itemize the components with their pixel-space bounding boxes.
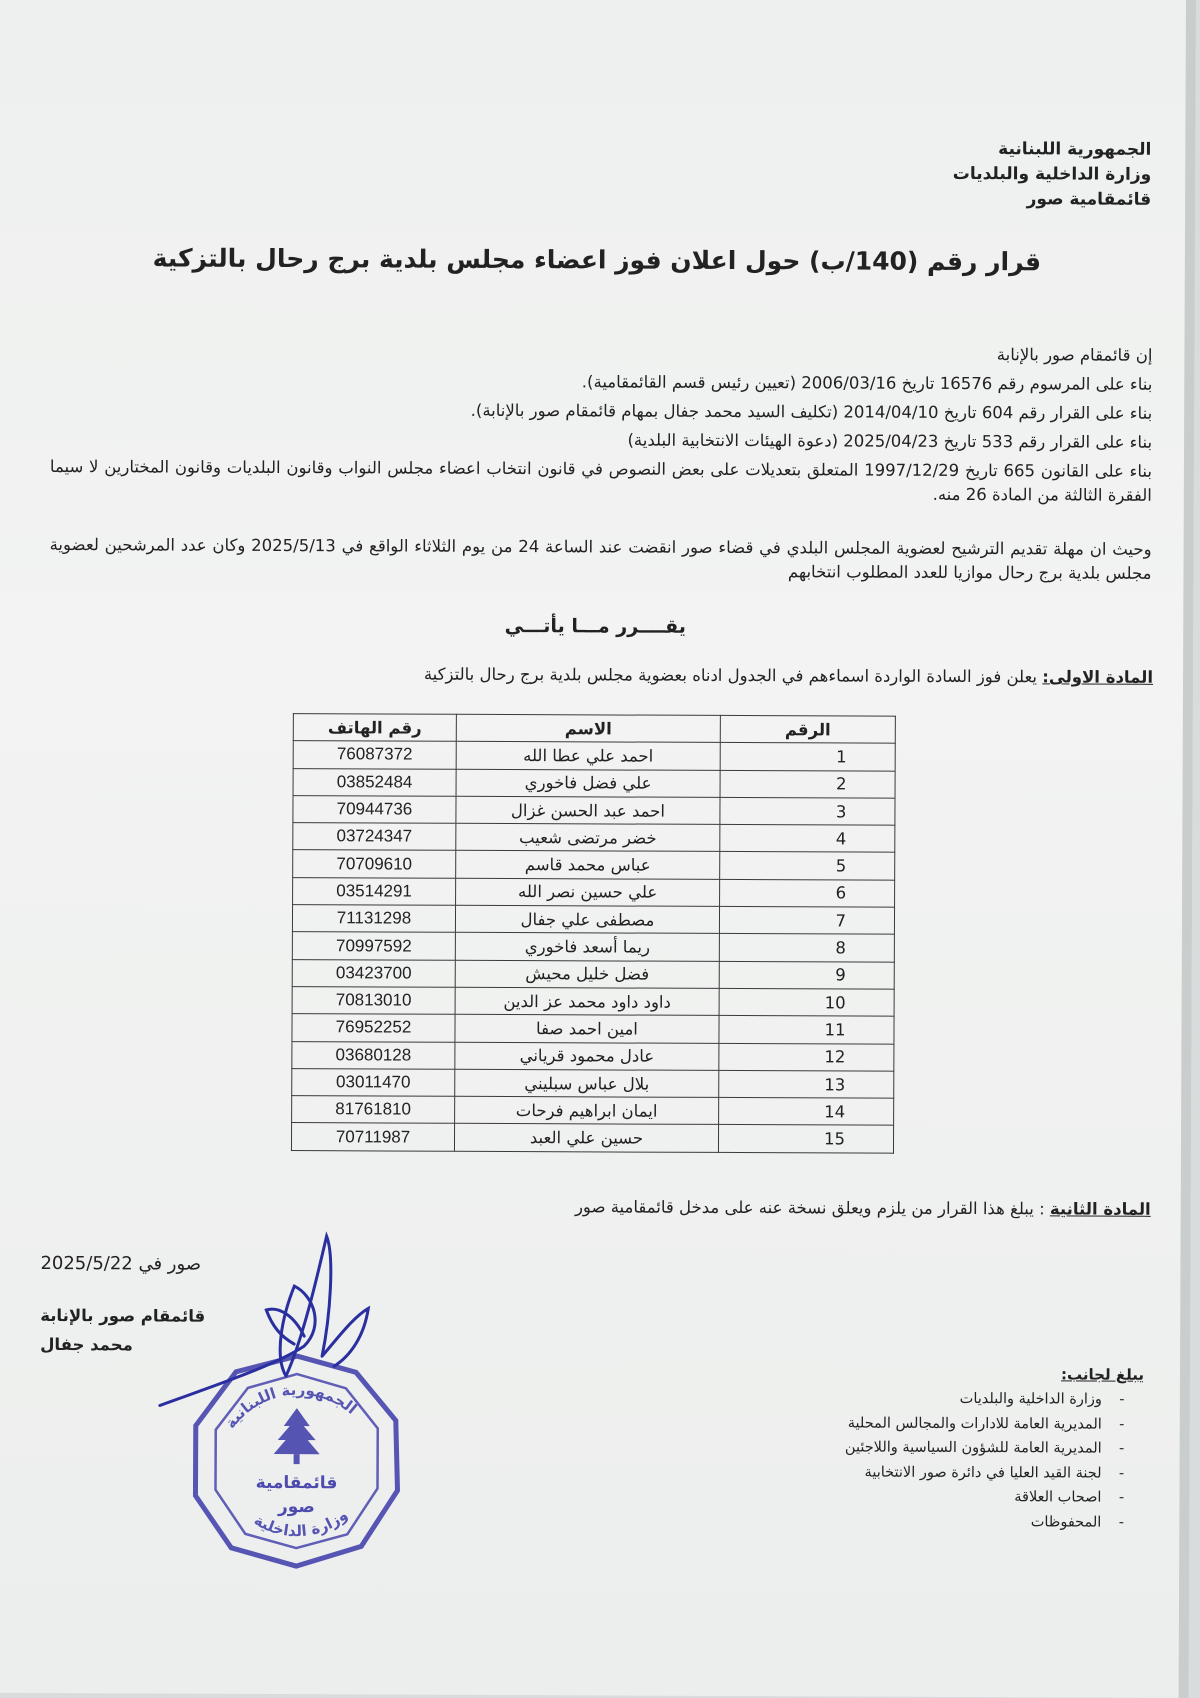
cell-phone: 70711987 <box>291 1123 454 1151</box>
stamp-outer-bottom: وزارة الداخلية <box>250 1505 351 1541</box>
cedar-icon <box>274 1408 320 1464</box>
cc-heading: يبلغ لجانب: <box>1061 1365 1145 1384</box>
table-row <box>292 987 894 1017</box>
article-two-text: : يبلغ هذا القرار من يلزم ويعلق نسخة عنه على مدخل قائمقامية صور <box>574 1197 1050 1219</box>
cell-name: احمد عبد الحسن غزال <box>456 796 720 824</box>
cell-name: فضل خليل محيش <box>455 960 719 988</box>
cell-number: 2 <box>720 770 895 798</box>
letterhead-office: قائمقامية صور <box>1026 189 1152 210</box>
table-row <box>292 959 894 989</box>
table-row <box>293 850 895 880</box>
cell-phone: 76952252 <box>292 1014 455 1042</box>
cell-name: عادل محمود قرياني <box>455 1042 719 1070</box>
article-one <box>424 665 1153 687</box>
cell-name: ايمان ابراهيم فرحات <box>455 1096 719 1124</box>
place-date: صور في 2025/5/22 <box>40 1252 202 1275</box>
cell-name: احمد علي عطا الله <box>456 742 720 770</box>
decides-heading: يقــــرر مـــا يأتـــي <box>504 614 686 638</box>
table-row <box>293 768 895 798</box>
cell-name: مصطفى علي جفال <box>455 905 719 933</box>
cell-name: امين احمد صفا <box>455 1015 719 1043</box>
cell-phone: 03680128 <box>292 1041 455 1069</box>
cell-name: عباس محمد قاسم <box>456 851 720 879</box>
table-row <box>293 741 895 771</box>
letterhead-country: الجمهورية اللبنانية <box>998 139 1152 160</box>
preamble-assignment: بناء على القرار رقم 604 تاريخ 2014/04/10 (تكليف السيد محمد جفال بمهام قائمقام صور بالإنابة). <box>470 400 1153 423</box>
table-row <box>292 1041 894 1071</box>
cell-number: 13 <box>719 1070 894 1098</box>
article-two-label: المادة الثانية <box>1049 1199 1151 1219</box>
preamble-whereas: وحيث ان مهلة تقديم الترشيح لعضوية المجلس البلدي في قضاء صور انقضت عند الساعة 24 من يوم الثلاثاء الواقع في 2025/5/13 وكان عدد المرشحين لعضوية مجلس بلدية برج رحال موازيا للعدد المطلوب انتخابهم <box>49 535 1152 583</box>
cell-number: 6 <box>720 879 895 907</box>
cell-phone: 70709610 <box>293 850 456 878</box>
cell-phone: 70944736 <box>293 795 456 823</box>
decision-title: قرار رقم (140/ب) حول اعلان فوز اعضاء مجلس بلدية برج رحال بالتزكية <box>152 243 1042 277</box>
table-row <box>293 823 895 853</box>
cell-number: 4 <box>720 825 895 853</box>
list-item: - المحفوظات <box>845 1509 1142 1535</box>
stamp-outer-top: الجمهورية اللبنانية <box>221 1380 361 1432</box>
cell-name: بلال عباس سبليني <box>455 1069 719 1097</box>
cell-name: حسين علي العبد <box>454 1124 718 1152</box>
cell-phone: 76087372 <box>293 741 456 769</box>
members-table <box>291 713 896 1153</box>
cell-name: ريما أسعد فاخوري <box>455 933 719 961</box>
letterhead-ministry: وزارة الداخلية والبلديات <box>952 163 1152 185</box>
cell-number: 15 <box>718 1125 893 1153</box>
cell-number: 11 <box>719 1016 894 1044</box>
table-row <box>291 1123 893 1153</box>
cell-phone: 03724347 <box>293 823 456 851</box>
list-item: - المديرية العامة للشؤون السياسية واللاجئين <box>845 1435 1142 1461</box>
signatory-role: قائمقام صور بالإنابة <box>40 1305 206 1326</box>
cell-phone: 71131298 <box>292 905 455 933</box>
cell-number: 1 <box>720 743 895 771</box>
article-one-text: يعلن فوز السادة الواردة اسماءهم في الجدول ادناه بعضوية مجلس بلدية برج رحال بالتزكية <box>423 664 1043 687</box>
col-header-name: الاسم <box>456 714 720 742</box>
stamp-inner-office: قائمقامية <box>255 1472 338 1494</box>
list-item: - اصحاب العلاقة <box>845 1484 1142 1510</box>
cc-list <box>845 1386 1142 1534</box>
table-row <box>293 795 895 825</box>
cell-phone: 03423700 <box>292 959 455 987</box>
cell-number: 9 <box>719 961 894 989</box>
cell-phone: 03011470 <box>292 1068 455 1096</box>
letterhead <box>953 137 1152 213</box>
table-header-row <box>293 714 895 744</box>
cell-name: داود داود محمد عز الدين <box>455 987 719 1015</box>
col-header-phone: رقم الهاتف <box>293 714 456 742</box>
cell-phone: 03852484 <box>293 768 456 796</box>
handwritten-signature <box>154 1225 395 1416</box>
preamble-call: بناء على القرار رقم 533 تاريخ 2025/04/23 (دعوة الهيئات الانتخابية البلدية) <box>627 430 1153 452</box>
cell-phone: 70997592 <box>292 932 455 960</box>
preamble-law: بناء على القانون 665 تاريخ 1997/12/29 المتعلق بتعديلات على بعض النصوص في قانون انتخاب اعضاء مجلس النواب وقانون البلديات وقانون المختارين لا سيما الفقرة الثالثة من المادة 26 منه. <box>49 457 1152 505</box>
cell-number: 14 <box>719 1098 894 1126</box>
preamble-decree: بناء على المرسوم رقم 16576 تاريخ 2006/03/16 (تعيين رئيس قسم القائمقامية). <box>581 372 1153 394</box>
col-header-number: الرقم <box>720 715 895 743</box>
cell-number: 10 <box>719 988 894 1016</box>
table-row <box>293 877 895 907</box>
table-row <box>292 1068 894 1098</box>
list-item: - وزارة الداخلية والبلديات <box>845 1386 1142 1412</box>
stamp-inner-city: صور <box>277 1497 315 1518</box>
table-row <box>292 1014 894 1044</box>
cell-number: 5 <box>720 852 895 880</box>
cell-name: علي فضل فاخوري <box>456 769 720 797</box>
article-two <box>575 1197 1151 1219</box>
cell-phone: 03514291 <box>293 877 456 905</box>
cell-number: 7 <box>719 907 894 935</box>
cell-number: 12 <box>719 1043 894 1071</box>
signatory-name: محمد جفال <box>40 1334 133 1355</box>
table-row <box>292 1096 894 1126</box>
cell-phone: 70813010 <box>292 987 455 1015</box>
table-row <box>292 932 894 962</box>
list-item: - لجنة القيد العليا في دائرة صور الانتخابية <box>845 1460 1142 1486</box>
cell-name: علي حسين نصر الله <box>456 878 720 906</box>
cell-number: 8 <box>719 934 894 962</box>
cell-name: خضر مرتضى شعيب <box>456 823 720 851</box>
preamble-opening: إن قائمقام صور بالإنابة <box>996 345 1153 365</box>
list-item: - المديرية العامة للادارات والمجالس المحلية <box>845 1411 1142 1437</box>
cell-number: 3 <box>720 797 895 825</box>
article-one-label: المادة الاولى: <box>1042 667 1154 687</box>
cell-phone: 81761810 <box>292 1096 455 1124</box>
table-row <box>292 905 894 935</box>
